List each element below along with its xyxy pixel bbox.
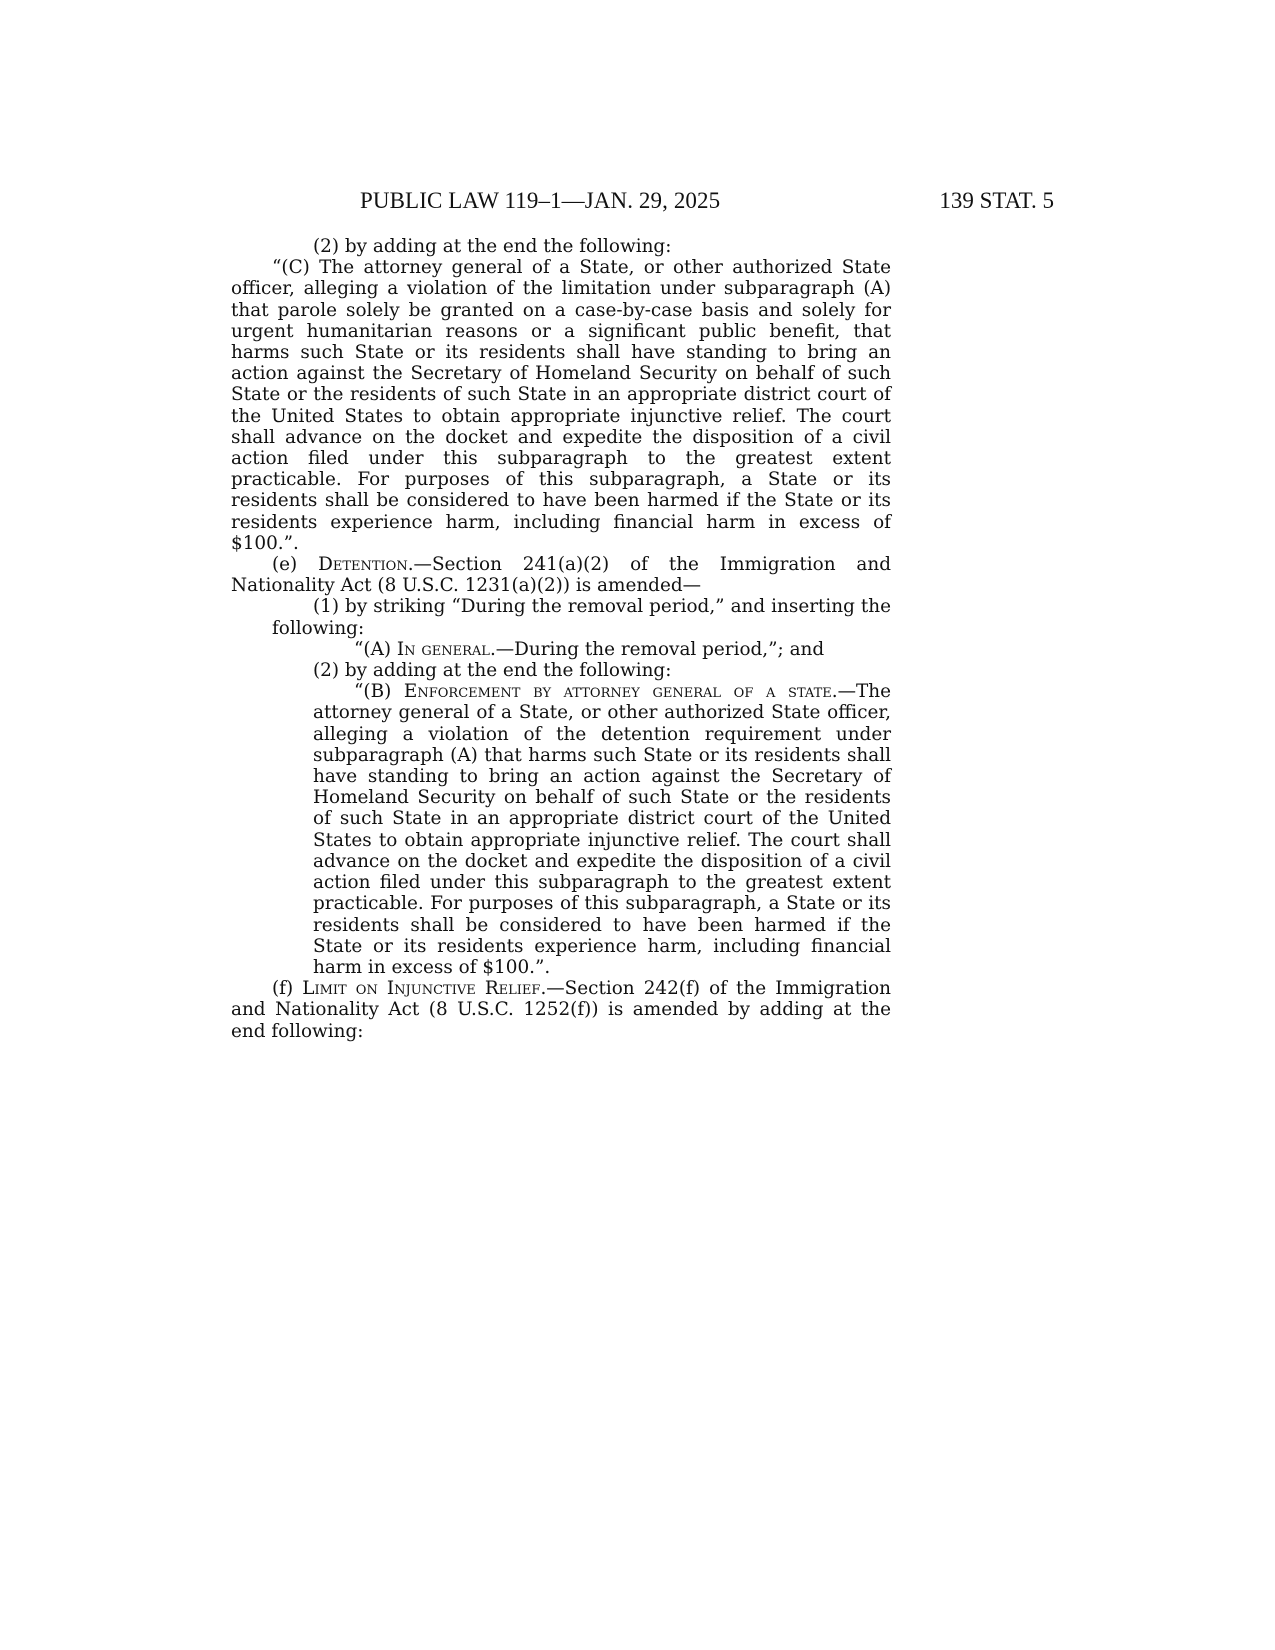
section-heading-limit: Limit on Injunctive Relief [302, 978, 541, 1000]
paragraph-c-enforcement: “(C) The attorney general of a State, or other authorized State officer, alleging a violation of the limitation under subparagraph (A) that parole solely be granted on a case-by-case basis and solely for urgent humanitarian reasons or a significant public benefit, that harms such State or its residents shall have standing to bring an action against the Secretary of Homeland Security on behalf of such State or the residents of such State in an appropriate district court of the United States to obtain appropriate injunctive relief. The court shall advance on the docket and expedite the disposition of a civil action filed under this subparagraph to the greatest extent practicable. For purposes of this subparagraph, a State or its residents shall be considered to have been harmed if the State or its residents experience harm, including financial harm in excess of $100.”. [231, 257, 891, 554]
para-text: .—Section 241(a)(2) of the Immigration and Nationality Act (8 U.S.C. 1231(a)(2)) is amended— [231, 554, 891, 597]
paragraph-1-striking: (1) by striking “During the removal period,” and inserting the following: [272, 596, 891, 639]
para-prefix: “(A) [354, 638, 397, 660]
para-prefix: (e) [272, 554, 319, 576]
header-page-number: 139 STAT. 5 [939, 188, 1054, 213]
section-heading-in-general: In general [396, 638, 490, 660]
para-prefix: (f) [272, 978, 303, 1000]
para-prefix: “(B) [354, 681, 404, 703]
para-text: .—Section 242(f) of the Immigration and Nationality Act (8 U.S.C. 1252(f)) is amended by adding at the end following: [231, 978, 891, 1042]
header-title: PUBLIC LAW 119–1—JAN. 29, 2025 [360, 188, 721, 213]
document-body [231, 236, 891, 1042]
paragraph-2-adding-second: (2) by adding at the end the following: [313, 660, 672, 682]
paragraph-f-limit [231, 978, 891, 1042]
paragraph-e-detention [231, 554, 891, 596]
paragraph-a-in-general [313, 639, 891, 660]
running-header [220, 188, 1054, 218]
paragraph-2-adding: (2) by adding at the end the following: [313, 236, 672, 257]
paragraph-b-enforcement [313, 681, 891, 978]
section-heading-detention: Detention [318, 554, 408, 576]
para-text: .—The attorney general of a State, or other authorized State officer, alleging a violation of the detention requirement under subparagraph (A) that harms such State or its residents shall have standing to bring an action against the Secretary of Homeland Security on behalf of such State or the residents of such State in an appropriate district court of the United States to obtain appropriate injunctive relief. The court shall advance on the docket and expedite the disposition of a civil action filed under this subparagraph to the greatest extent practicable. For purposes of this subparagraph, a State or its residents shall be considered to have been harmed if the State or its residents experience harm, including financial harm in excess of $100.”. [313, 681, 891, 978]
section-heading-enforcement: Enforcement by attorney general of a state [403, 681, 832, 703]
para-text: .—During the removal period,”; and [489, 638, 825, 660]
